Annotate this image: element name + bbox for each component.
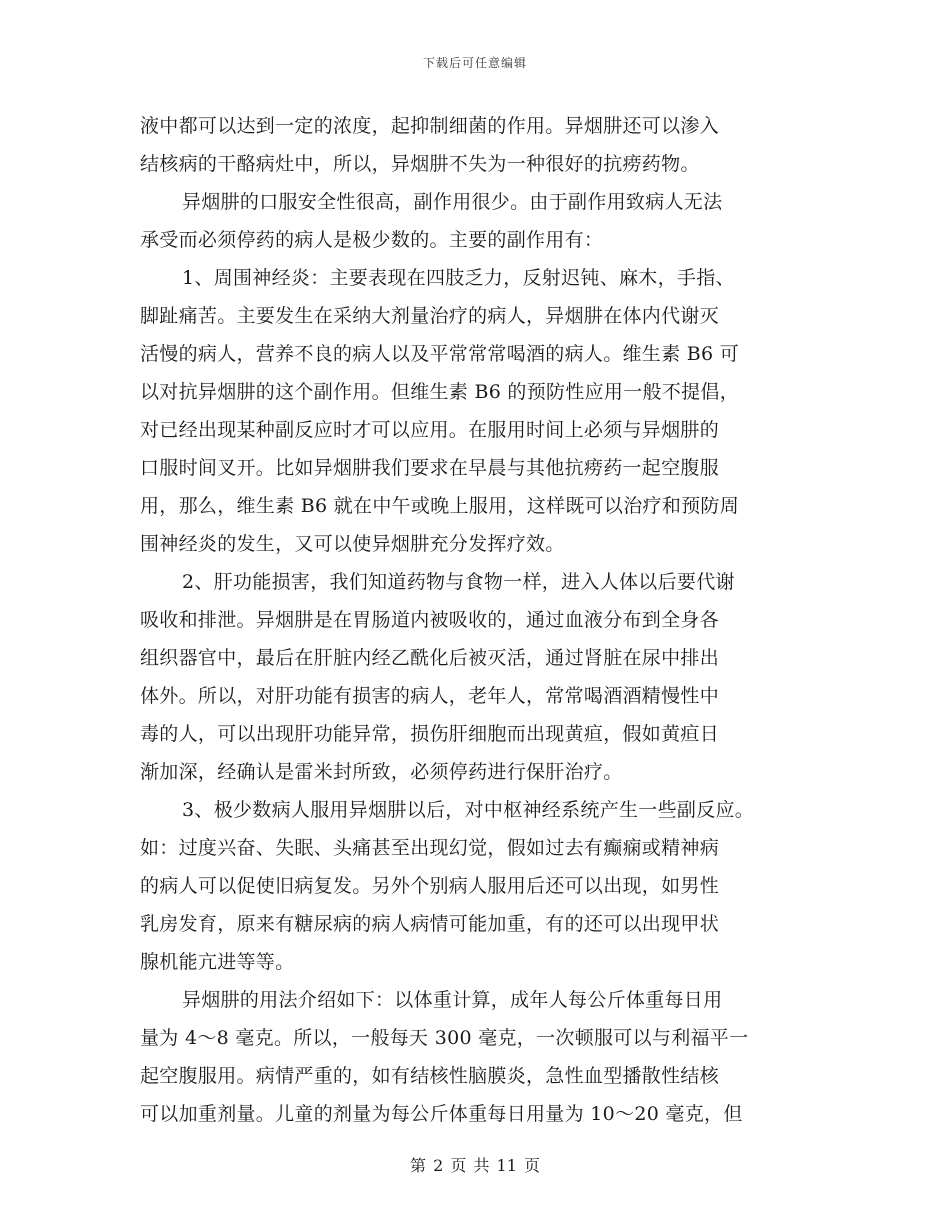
text-line: 围神经炎的发生，又可以使异烟肼充分发挥疗效。 bbox=[140, 533, 565, 555]
text-line: 吸收和排泄。异烟肼是在胃肠道内被吸收的，通过血液分布到全身各 bbox=[140, 609, 720, 631]
paragraph bbox=[140, 563, 830, 791]
text-line: 腺机能亢进等等。 bbox=[140, 951, 295, 973]
document-body bbox=[140, 107, 830, 1133]
paragraph bbox=[140, 791, 830, 981]
page-footer: 第 2 页 共 11 页 bbox=[410, 1156, 540, 1175]
text-line: 以对抗异烟肼的这个副作用。但维生素 B6 的预防性应用一般不提倡， bbox=[140, 381, 740, 403]
text-line: 活慢的病人，营养不良的病人以及平常常常喝酒的病人。维生素 B6 可 bbox=[140, 343, 740, 365]
text-line: 起空腹服用。病情严重的，如有结核性脑膜炎，急性血型播散性结核 bbox=[140, 1065, 720, 1087]
text-line: 1、周围神经炎：主要表现在四肢乏力，反射迟钝、麻木，手指、 bbox=[182, 267, 735, 289]
text-line: 乳房发育，原来有糖尿病的病人病情可能加重，有的还可以出现甲状 bbox=[140, 913, 720, 935]
text-line: 可以加重剂量。儿童的剂量为每公斤体重每日用量为 10～20 毫克，但 bbox=[140, 1103, 743, 1125]
text-line: 异烟肼的口服安全性很高，副作用很少。由于副作用致病人无法 bbox=[182, 191, 723, 213]
text-line: 液中都可以达到一定的浓度，起抑制细菌的作用。异烟肼还可以渗入 bbox=[140, 115, 720, 137]
text-line: 的病人可以促使旧病复发。另外个别病人服用后还可以出现，如男性 bbox=[140, 875, 720, 897]
text-line: 3、极少数病人服用异烟肼以后，对中枢神经系统产生一些副反应。 bbox=[182, 799, 755, 821]
text-line: 量为 4～8 毫克。所以，一般每天 300 毫克，一次顿服可以与利福平一 bbox=[140, 1027, 749, 1049]
text-line: 用，那么，维生素 B6 就在中午或晚上服用，这样既可以治疗和预防周 bbox=[140, 495, 740, 517]
text-line: 毒的人，可以出现肝功能异常，损伤肝细胞而出现黄疸，假如黄疸日 bbox=[140, 723, 720, 745]
text-line: 承受而必须停药的病人是极少数的。主要的副作用有： bbox=[140, 229, 604, 251]
text-line: 对已经出现某种副反应时才可以应用。在服用时间上必须与异烟肼的 bbox=[140, 419, 720, 441]
text-line: 口服时间叉开。比如异烟肼我们要求在早晨与其他抗痨药一起空腹服 bbox=[140, 457, 720, 479]
text-line: 异烟肼的用法介绍如下：以体重计算，成年人每公斤体重每日用 bbox=[182, 989, 723, 1011]
text-line: 体外。所以，对肝功能有损害的病人，老年人，常常喝酒酒精慢性中 bbox=[140, 685, 720, 707]
text-line: 组织器官中，最后在肝脏内经乙酰化后被灭活，通过肾脏在尿中排出 bbox=[140, 647, 720, 669]
paragraph bbox=[140, 981, 830, 1133]
paragraph bbox=[140, 183, 830, 259]
text-line: 渐加深，经确认是雷米封所致，必须停药进行保肝治疗。 bbox=[140, 761, 623, 783]
paragraph bbox=[140, 107, 830, 183]
text-line: 如：过度兴奋、失眠、头痛甚至出现幻觉，假如过去有癫痫或精神病 bbox=[140, 837, 720, 859]
text-line: 结核病的干酪病灶中，所以，异烟肼不失为一种很好的抗痨药物。 bbox=[140, 153, 700, 175]
text-line: 2、肝功能损害，我们知道药物与食物一样，进入人体以后要代谢 bbox=[182, 571, 735, 593]
text-line: 脚趾痛苦。主要发生在采纳大剂量治疗的病人，异烟肼在体内代谢灭 bbox=[140, 305, 720, 327]
paragraph bbox=[140, 259, 830, 563]
page-header: 下载后可任意编辑 bbox=[422, 56, 527, 70]
